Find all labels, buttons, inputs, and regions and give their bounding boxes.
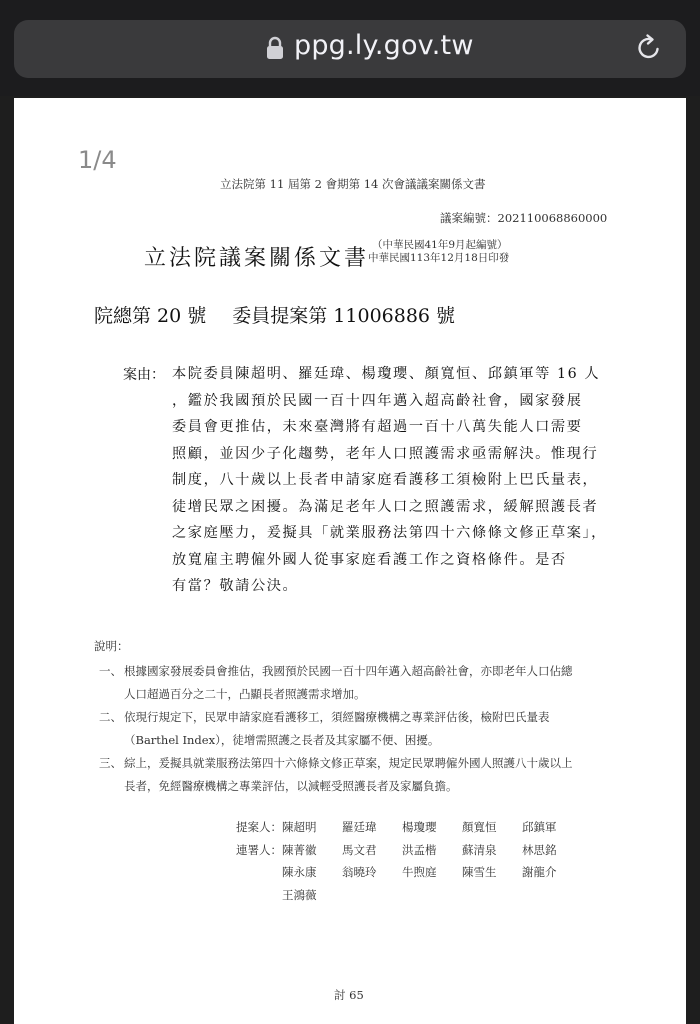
cosigner-name: 蘇清泉 (462, 842, 497, 857)
cosigners-row (224, 839, 582, 862)
address-bar[interactable] (14, 20, 686, 78)
explanation-section (94, 638, 634, 798)
browser-toolbar (0, 0, 700, 96)
reason-line: 放寬雇主聘僱外國人從事家庭看護工作之資格條件。是否 (172, 551, 567, 568)
reason-line: 本院委員陳超明、羅廷瑋、楊瓊瓔、顏寬恒、邱鎮軍等 16 人 (172, 366, 601, 382)
reload-icon[interactable] (634, 33, 664, 63)
reference-numbers (94, 301, 481, 328)
item-number: 三、 (99, 756, 122, 770)
bill-number: 議案編號：202110068860000 (440, 211, 608, 225)
item-line: 根據國家發展委員會推估，我國預於民國一百十四年邁入超高齡社會，亦即老年人口佔總 (124, 664, 573, 678)
cosigner-name: 牛煦庭 (402, 865, 437, 879)
proposer-name: 羅廷瑋 (342, 820, 377, 834)
cosigner-name: 林思銘 (522, 842, 557, 857)
cosigner-name: 陳菁徽 (282, 842, 317, 857)
proposer-name: 邱鎮軍 (522, 820, 557, 834)
signatories (224, 816, 582, 906)
reason-text (172, 361, 608, 600)
reason-label: 案由： (123, 367, 165, 383)
page-footer: 討 65 (334, 988, 364, 1002)
cosigner-name: 洪孟楷 (402, 842, 437, 857)
document-title: 立法院議案關係文書 (144, 246, 370, 271)
reason-line: 之家庭壓力，爰擬具「就業服務法第四十六條條文修正草案」， (172, 525, 607, 541)
reason-line: ，鑑於我國預於民國一百十四年邁入超高齡社會，國家發展 (172, 392, 583, 409)
cosigner-name: 陳雪生 (462, 865, 497, 879)
item-line: 長者，免經醫療機構之專業評估，以減輕受照護長者及家屬負擔。 (124, 779, 458, 793)
proposer-name: 楊瓊瓔 (402, 820, 437, 834)
url-text: ppg.ly.gov.tw (294, 30, 474, 61)
cosigner-name: 王鴻薇 (282, 887, 317, 902)
page-indicator: 1/4 (78, 146, 117, 174)
proposer-name: 顏寬恒 (462, 820, 497, 834)
proposal-reference: 委員提案第 11006886 號 (232, 305, 456, 327)
explanation-item (94, 706, 634, 752)
item-number: 二、 (99, 710, 122, 724)
item-number: 一、 (99, 664, 122, 678)
reason-line: 有當？敬請公決。 (172, 578, 299, 594)
document-page[interactable] (14, 98, 686, 1024)
item-line: 人口超過百分之二十，凸顯長者照護需求增加。 (124, 687, 366, 701)
item-line: （Barthel Index），徒增需照護之長者及其家屬不便、困擾。 (124, 733, 440, 747)
general-reference: 院總第 20 號 (94, 305, 207, 327)
print-dates (368, 239, 509, 265)
cosigners-row (224, 861, 582, 884)
proposers-label: 提案人： (236, 820, 282, 834)
reason-line: 照顧，並因少子化趨勢，老年人口照護需求亟需解決。惟現行 (172, 445, 599, 462)
document-header: 立法院第 11 屆第 2 會期第 14 次會議議案關係文書 (220, 177, 486, 191)
item-line: 依現行規定下，民眾申請家庭看護移工，須經醫療機構之專業評估後，檢附巴氏量表 (124, 710, 550, 724)
cosigner-name: 翁曉玲 (342, 865, 377, 879)
cosigner-name: 馬文君 (342, 842, 377, 857)
cosigners-row (224, 884, 582, 907)
cosigner-name: 陳永康 (282, 865, 317, 879)
cosigners-label: 連署人： (236, 842, 282, 857)
item-line: 綜上，爰擬具就業服務法第四十六條條文修正草案，規定民眾聘僱外國人照護八十歲以上 (124, 756, 573, 770)
reason-line: 徒增民眾之困擾。為滿足老年人口之照護需求，緩解照護長者 (172, 498, 599, 515)
proposer-name: 陳超明 (282, 820, 317, 834)
print-date: 中華民國113年12月18日印發 (368, 252, 510, 264)
explanation-item (94, 660, 634, 706)
proposers-row (224, 816, 582, 839)
lock-icon (266, 36, 284, 60)
reason-line: 委員會更推估，未來臺灣將有超過一百十八萬失能人口需要 (172, 419, 583, 435)
reason-line: 制度，八十歲以上長者申請家庭看護移工須檢附上巴氏量表， (172, 472, 599, 488)
explanation-title: 說明： (94, 639, 129, 653)
explanation-item (94, 752, 634, 798)
numbering-note: （中華民國41年9月起編號） (372, 239, 508, 251)
cosigner-name: 謝龍介 (522, 865, 557, 879)
